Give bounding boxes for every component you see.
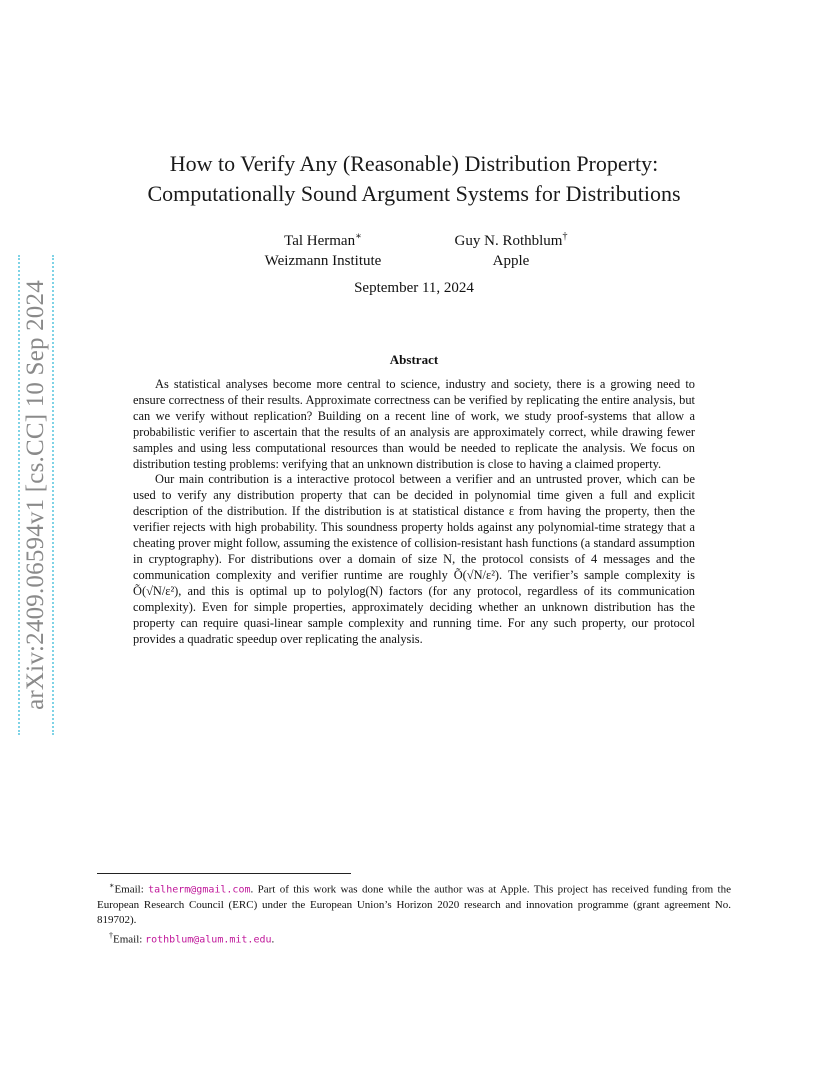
footnote-text-2: . <box>271 933 275 946</box>
author-name-1: Tal Herman <box>284 233 356 249</box>
footnote-prefix-2: Email: <box>113 933 146 946</box>
email-link-2[interactable]: rothblum@alum.mit.edu <box>145 934 272 946</box>
author-block-2 <box>420 227 602 271</box>
footnote-prefix-1: Email: <box>114 883 149 896</box>
abstract-body <box>133 377 695 647</box>
footnote-mark-2: † <box>109 930 113 940</box>
footnote-mark-1: ∗ <box>109 881 115 890</box>
author-block-1 <box>232 227 414 271</box>
title-line-2: Computationally Sound Argument Systems for Distributions <box>147 181 681 206</box>
footnote-divider <box>97 873 351 874</box>
footnotes <box>97 878 731 947</box>
title-line-1: How to Verify Any (Reasonable) Distribution Property: <box>169 151 659 176</box>
footnote-text-1: . Part of this work was done while the author was at Apple. This project has received funding from the European Research Council (ERC) under the European Union’s Horizon 2020 research and innovation programme (grant agreement No. 819702). <box>97 883 731 926</box>
author-mark-1: ∗ <box>355 231 362 242</box>
email-link-1[interactable]: talherm@gmail.com <box>148 884 251 896</box>
abstract-heading: Abstract <box>389 352 439 367</box>
publication-date: September 11, 2024 <box>354 280 474 296</box>
author-name-2: Guy N. Rothblum <box>454 233 563 249</box>
paper-title <box>0 149 828 209</box>
author-mark-2: † <box>562 231 568 242</box>
author-affiliation-2: Apple <box>492 253 530 269</box>
abstract-paragraph-1: As statistical analyses become more central to science, industry and society, there is a growing need to ensure correctness of their results. Approximate correctness can be verified by replicating the entire analysis, but can we verify without replication? Building on a recent line of work, we study proof-systems that allow a probabilistic verifier to ascertain that the results of an analysis are approximately correct, while drawing fewer samples and using less computational resources than would be needed to replicate the analysis. We focus on distribution testing problems: verifying that an unknown distribution is close to having a claimed property. <box>133 377 695 471</box>
author-affiliation-1: Weizmann Institute <box>264 253 382 269</box>
footnote-1 <box>97 878 731 928</box>
footnote-2 <box>97 928 731 948</box>
abstract-paragraph-2: Our main contribution is a interactive protocol between a verifier and an untrusted prover, which can be used to verify any distribution property that can be decided in polynomial time given a full and explicit description of the distribution. If the distribution is at statistical distance ε from having the property, then the verifier rejects with high probability. This soundness property holds against any polynomial-time strategy that a cheating prover might follow, assuming the existence of collision-resistant hash functions (a standard assumption in cryptography). For distributions over a domain of size N, the protocol consists of 4 messages and the communication complexity and verifier runtime are roughly Õ(√N/ε²). The verifier’s sample complexity is Õ(√N/ε²), and this is optimal up to polylog(N) factors (for any protocol, regardless of its communication complexity). Even for simple properties, approximately deciding whether an unknown distribution has the property can require quasi-linear sample complexity and running time. For any such property, our protocol provides a quadratic speedup over replicating the analysis. <box>133 472 695 646</box>
arxiv-identifier: arXiv:2409.06594v1 [cs.CC] 10 Sep 2024 <box>22 280 49 710</box>
